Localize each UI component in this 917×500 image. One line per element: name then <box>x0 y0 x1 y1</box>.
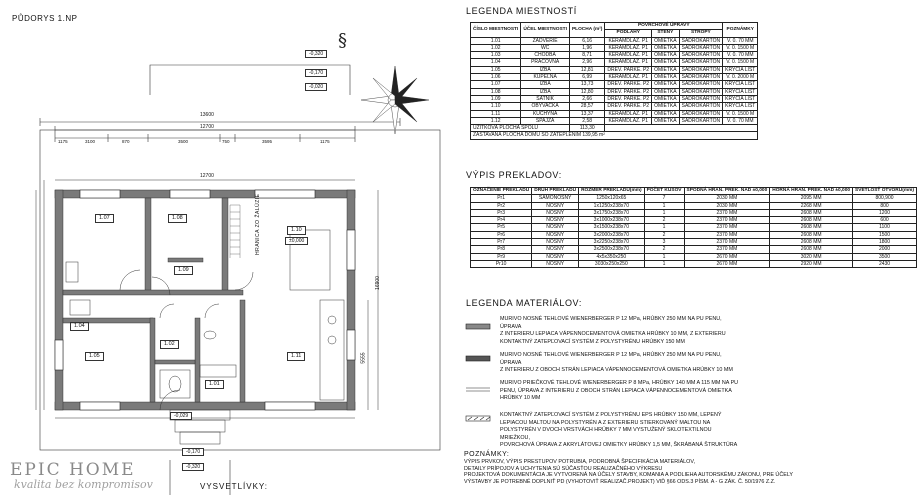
col-floor: PODLAHY <box>605 30 652 37</box>
col-finishes: POVRCHOVÉ ÚPRAVY <box>605 23 723 30</box>
level-mark: -0,320 <box>305 50 327 58</box>
compass-rose-icon <box>361 66 429 134</box>
east-wall <box>347 190 355 410</box>
lintels-title: VÝPIS PREKLADOV: <box>466 170 562 180</box>
partition-wall <box>168 258 203 262</box>
level-mark: -0,170 <box>305 69 327 77</box>
room-label: 1.02 <box>160 340 179 349</box>
dim-row-1: 1175 <box>58 139 68 144</box>
partition-wall <box>222 198 228 293</box>
dim-top-2: 12700 <box>200 124 214 130</box>
partition-wall <box>63 290 243 295</box>
table-row: Pr4 NOSNÝ 3x1000x238x70 2 2370 MM 2608 MM 600 <box>471 217 917 224</box>
room-label: 1.10 <box>287 226 306 235</box>
table-row: Pr1 SAMONOSNÝ 1250x120x65 7 2030 MM 2095 MM 800,900 <box>471 195 917 202</box>
col-area: PLOCHA (m²) <box>569 23 604 38</box>
dim-row-6: 3595 <box>262 139 273 144</box>
table-row: Pr10 NOSNÝ 3030x250x250 1 2670 MM 2920 MM 2430 <box>471 260 917 267</box>
dim-top-3: 12700 <box>200 173 214 179</box>
material-item: MURIVO PRIEČKOVÉ TEHLOVÉ WIENERBERGER P 8 MPa, HRÚBKY 140 MM A 115 MM NA PU PENU, ÚPRAVA Z INTERIERU Z OBOCH STRÁN LEPIACA VÁPENNOCEMENTOVÁ OMIETKA HRÚBKY 10 MM <box>500 380 739 402</box>
table-row: 1.07 IZBA 13,73 DREV. PARKE. P2 OMIETKA SÁDROKARTÓN KRYCIA LIŠT <box>471 81 758 88</box>
col-no: ČÍSLO MIESTNOSTI <box>471 23 521 38</box>
col-purpose: ÚČEL MIESTNOSTI <box>521 23 570 38</box>
note-line: PROJEKTOVÁ DOKUMENTÁCIA JE VYTVORENÁ NA ÚČELY STAVBY, KOMANIA A PODLIEHA AUTORSKÉMU ZÁKONU, PRE ÚČELY <box>464 472 794 479</box>
room-label: 1.09 <box>174 266 193 275</box>
table-row: Pr9 NOSNÝ 4x5x350x250 1 2670 MM 3020 MM 3500 <box>471 253 917 260</box>
watermark-logo: EPIC HOME <box>10 460 136 480</box>
table-row: 1.09 ŠATNÍK 2,66 DREV. PARKE. P2 OMIETKA SÁDROKARTÓN KRYCIA LIŠT <box>471 95 758 102</box>
level-mark: ±0,000 <box>285 237 308 245</box>
table-row: 1.08 IZBA 12,80 DREV. PARKE. P2 OMIETKA SÁDROKARTÓN KRYCIA LIŠT <box>471 88 758 95</box>
legend-footer-label: VYSVETLÍVKY: <box>200 482 269 491</box>
table-row: 1.02 WC 1,96 KERAMDLAŽ. P1 OMIETKA SÁDROKARTÓN V. 0. 1500 M <box>471 44 758 51</box>
level-mark: -0,029 <box>170 412 192 420</box>
partition-wall <box>150 318 155 402</box>
table-row: Pr2 NOSNÝ 1x1250x238x70 1 2030 MM 2268 MM 800 <box>471 202 917 209</box>
room-label: 1.11 <box>287 352 305 361</box>
rooms-table <box>470 22 758 140</box>
level-mark: -0,020 <box>305 83 327 91</box>
table-row: 1.05 IZBA 12,81 DREV. PARKE. P2 OMIETKA SÁDROKARTÓN KRYCIA LIŠT <box>471 66 758 73</box>
material-item: KONTAKTNÝ ZATEPĽOVACÍ SYSTÉM Z POLYSTYRÉNU EPS HRÚBKY 150 MM, LEPENÝ LEPIACOU MALTOU NA POLYSTYRÉN A Z EXTERIERU STIERKOVANÝ MALTOU NA POLYSTYRÉN V DVOCH VRSTVÁCH HRÚBKY 7 MM VYSTUŽENÝ SKLOTEXTILNOU MRIEŽKOU, POVRCHOVÁ ÚPRAVA Z AKRYLÁTOVEJ OMIETKY HRÚBKY 1,5 MM, ŠKRÁBANÁ ŠTRUKTÚRA <box>500 412 738 449</box>
dim-row-3: 870 <box>122 139 130 144</box>
table-row: Pr6 NOSNÝ 3x2000x238x70 2 2370 MM 2608 MM 1500 <box>471 231 917 238</box>
room-label: 1.05 <box>85 352 104 361</box>
table-row: 1.11 KUCHYŇA 13,37 KERAMDLAŽ. P1 OMIETKA SÁDROKARTÓN V. 0. 1500 M <box>471 110 758 117</box>
room-label: 1.04 <box>70 322 89 331</box>
material-item: MURIVO NOSNÉ TEHLOVÉ WIENERBERGER P 12 MPa, HRÚBKY 250 MM NA PU PENU, ÚPRAVA Z INTERIERU Z OBOCH STRÁN LEPIACA VÁPENNOCEMENTOVÁ OMIETKA HRÚBKY 10 MM <box>500 352 733 374</box>
table-row: 1.01 ZÁDVERIE 6,16 KERAMDLAŽ. P1 OMIETKA SÁDROKARTÓN V. 0. 70 MM <box>471 37 758 44</box>
material-swatches <box>464 314 494 454</box>
table-row: 1.06 KÚPEĽŇA 6,99 KERAMDLAŽ. P1 OMIETKA SÁDROKARTÓN V. 0. 2000 M <box>471 74 758 81</box>
table-row: 1.12 ŠPAJZA 2,58 KERAMDLAŽ. P1 OMIETKA SÁDROKARTÓN V. 0. 70 MM <box>471 117 758 124</box>
table-row: 1.03 CHODBA 8,71 KERAMDLAŽ. P1 OMIETKA SÁDROKARTÓN V. 0. 70 MM <box>471 52 758 59</box>
lintels-table: OZNAČENIE PREKLADU DRUH PREKLADU ROZMER PREKLADU(mm) POČET KUSOV SPODNÁ HRAN. PREK. NAD ±0,000 HORNÁ HRAN. PREK. NAD ±0,000 SVETLOSŤ OTVORU(mm) Pr1 SAMONOSNÝ 1250x120x65 7 2030 MM 2095 MM 800,900 Pr2 NOSNÝ 1x1250x238x70 1 2030 MM 2268 MM 800 Pr3 NOSNÝ 3x1750x238x70 1 2370 MM 2608 MM 1200 Pr4 NOSNÝ 3x1000x238x70 2 2370 MM 2608 MM 600 Pr5 NOSNÝ 3x1500x238x70 1 2370 MM 2608 MM 1100 Pr6 NOSNÝ 3x2000x238x70 2 2370 MM 2608 MM 1500 Pr7 NOSNÝ 3x2250x238x70 3 2370 MM 2608 MM 1800 Pr8 NOSNÝ 3x2500x238x70 2 2370 MM 2608 MM 2000 Pr9 NOSNÝ 4x5x350x250 1 2670 MM 3020 MM 3500 Pr10 NOSNÝ 3030x250x250 1 2670 MM 2920 MM 2430 <box>470 187 917 268</box>
partition-wall <box>240 300 245 402</box>
table-built-row: ZASTAVANÁ PLOCHA DOMU SO ZATEPLENÍM 139,95 m² <box>471 132 758 139</box>
col-walls: STENY <box>652 30 680 37</box>
partition-wall <box>155 360 195 364</box>
dim-side-2: 5555 <box>360 352 367 364</box>
table-row: Pr3 NOSNÝ 3x1750x238x70 1 2370 MM 2608 MM 1200 <box>471 209 917 216</box>
plan-title: PŮDORYS 1.NP <box>12 14 78 23</box>
west-wall <box>55 190 63 410</box>
note-line: VÝSTAVBY JE POTREBNÉ DOPLNIŤ PD (VYHOTOVIŤ REALIZAČ.PROJEKT) VIĎ §66 ODS.3 PÍSM. A - G ZÁK. Č. 50/1976 Z.Z. <box>464 479 776 486</box>
dim-row-4: 3500 <box>178 139 189 144</box>
material-swatch-icon <box>466 356 490 361</box>
room-label: 1.01 <box>205 380 224 389</box>
vertical-label: HRANICA ZO ŽALÚZIE <box>255 193 261 255</box>
dim-top-1: 13600 <box>200 112 214 118</box>
rooms-legend-title: LEGENDA MIESTNOSTÍ <box>466 6 577 16</box>
notes-title: POZNÁMKY: <box>464 451 510 458</box>
partition-wall <box>145 198 151 293</box>
material-item: MURIVO NOSNÉ TEHLOVÉ WIENERBERGER P 12 MPa, HRÚBKY 250 MM NA PU PENU, ÚPRAVA Z INTERIERU LEPIACA VÁPENNOCEMENTOVÁ OMIETKA HRÚBKY 10 MM, Z EXTERIERU KONTAKTNÝ ZATEPĽOVACÍ SYSTÉM Z POLYSTYRÉNU HRÚBKY 150 MM <box>500 316 726 345</box>
room-label: 1.07 <box>95 214 114 223</box>
level-mark: -0,320 <box>182 463 204 471</box>
watermark-tagline: kvalita bez kompromisov <box>14 478 153 491</box>
level-mark: -0,170 <box>182 448 204 456</box>
col-ceiling: STROPY <box>679 30 723 37</box>
dim-row-2: 3100 <box>85 139 96 144</box>
materials-list <box>464 314 796 454</box>
materials-title: LEGENDA MATERIÁLOV: <box>466 298 582 308</box>
note-line: VÝPIS PRVKOV, VÝPIS PRESTUPOV POTRUBIA, PODROBNÁ ŠPECIFIKÁCIA MATERIÁLOV, <box>464 458 695 465</box>
table-row: Pr5 NOSNÝ 3x1500x238x70 1 2370 MM 2608 MM 1100 <box>471 224 917 231</box>
table-row: Pr7 NOSNÝ 3x2250x238x70 3 2370 MM 2608 MM 1800 <box>471 239 917 246</box>
table-total-row: ÚŽITKOVÁ PLOCHA SPOLU 113,30 <box>471 125 758 132</box>
table-row: 1.10 OBÝVAČKA 28,57 DREV. PARKE. P2 OMIETKA SÁDROKARTÓN KRYCIA LIŠT <box>471 103 758 110</box>
dim-row-5: 750 <box>222 139 230 144</box>
table-row: 1.04 PRÁČOVŇA 2,96 KERAMDLAŽ. P1 OMIETKA SÁDROKARTÓN V. 0. 1500 M <box>471 59 758 66</box>
material-swatch-icon <box>466 324 490 329</box>
col-note: POZNÁMKY <box>723 23 758 38</box>
table-row: Pr8 NOSNÝ 3x2500x238x70 2 2370 MM 2608 MM 2000 <box>471 246 917 253</box>
partition-wall <box>195 318 200 402</box>
room-label: 1.08 <box>168 214 187 223</box>
notes <box>464 452 794 486</box>
dim-row-7: 1175 <box>320 139 330 144</box>
section-mark-icon: § <box>338 30 347 51</box>
dim-side-1: 16900 <box>374 276 381 290</box>
note-line: DETAILY PRÍPOJOV A UCHYTENIA SÚ SÚČASŤOU REALIZAČNÉHO VÝKRESU <box>464 465 663 472</box>
